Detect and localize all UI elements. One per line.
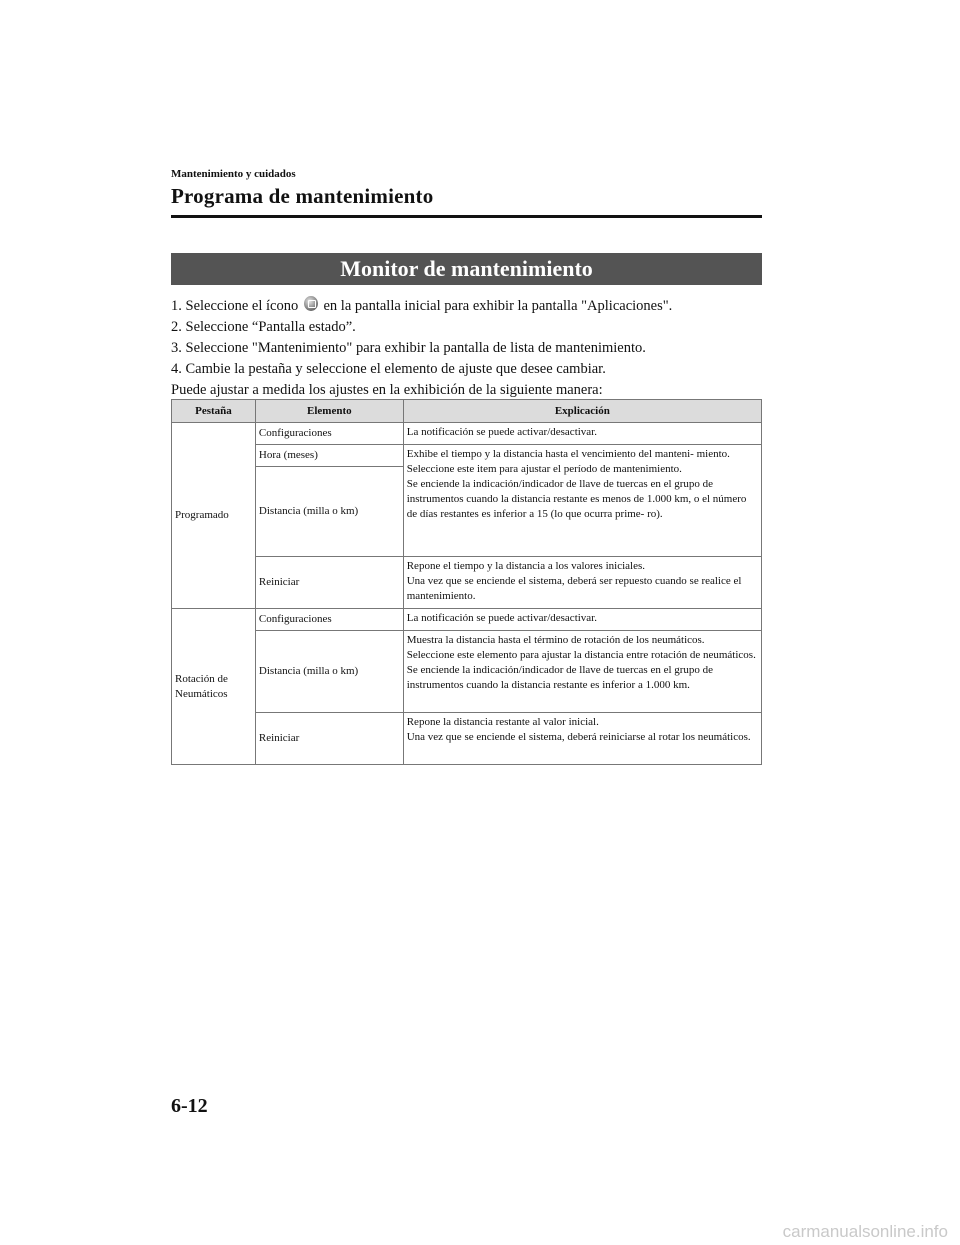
step-3: 3. Seleccione "Mantenimiento" para exhibir la pantalla de lista de mantenimiento. (171, 340, 646, 356)
item-cell: Reiniciar (255, 713, 403, 765)
explanation-cell: Repone la distancia restante al valor inicial. Una vez que se enciende el sistema, deberá reiniciarse al rotar los neumáticos. (403, 713, 761, 765)
header-tab: Pestaña (172, 400, 256, 423)
step-1-prefix: 1. Seleccione el ícono (171, 298, 302, 314)
header-item: Elemento (255, 400, 403, 423)
item-cell: Configuraciones (255, 609, 403, 631)
step-1 (171, 296, 771, 317)
item-cell: Distancia (milla o km) (255, 631, 403, 713)
item-cell: Configuraciones (255, 423, 403, 445)
tab-cell-programado: Programado (172, 423, 256, 609)
apps-icon (304, 296, 318, 311)
table-row (172, 713, 762, 765)
step-1-suffix: en la pantalla inicial para exhibir la pantalla "Aplicaciones". (319, 298, 673, 314)
title-rule (171, 215, 762, 218)
step-2: 2. Seleccione “Pantalla estado”. (171, 319, 356, 335)
section-banner: Monitor de mantenimiento (171, 253, 762, 285)
explanation-cell: Muestra la distancia hasta el término de rotación de los neumáticos. Seleccione este elemento para ajustar la distancia entre rotación de neumáticos. Se enciende la indicación/indicador de llave de tuercas en el grupo de instrumentos cuando la distancia restante es inferior a 1.000 km. (403, 631, 761, 713)
item-cell: Reiniciar (255, 557, 403, 609)
table-row (172, 557, 762, 609)
breadcrumb: Mantenimiento y cuidados (171, 168, 296, 180)
header-explanation: Explicación (403, 400, 761, 423)
table-header-row (172, 400, 762, 423)
note-text: Puede ajustar a medida los ajustes en la exhibición de la siguiente manera: (171, 382, 603, 398)
item-cell: Distancia (milla o km) (255, 467, 403, 557)
explanation-cell: Exhibe el tiempo y la distancia hasta el vencimiento del manteni- miento. Seleccione este item para ajustar el período de mantenimiento. Se enciende la indicación/indicador de llave de tuercas en el grupo de instrumentos cuando la distancia restante es menos de 1.000 km, o el número de días restantes es inferior a 15 (lo que ocurra prime- ro). (403, 445, 761, 557)
step-4: 4. Cambie la pestaña y seleccione el elemento de ajuste que desee cambiar. (171, 361, 606, 377)
page-title: Programa de mantenimiento (171, 184, 434, 208)
page-number: 6-12 (171, 1095, 208, 1117)
table-row (172, 631, 762, 713)
item-cell: Hora (meses) (255, 445, 403, 467)
table-row (172, 445, 762, 467)
watermark: carmanualsonline.info (782, 1222, 948, 1241)
table-row (172, 423, 762, 445)
explanation-cell: La notificación se puede activar/desactivar. (403, 423, 761, 445)
tab-cell-rotacion: Rotación de Neumáticos (172, 609, 256, 765)
settings-table (171, 399, 762, 765)
explanation-cell: Repone el tiempo y la distancia a los valores iniciales. Una vez que se enciende el sistema, deberá ser repuesto cuando se realice el mantenimiento. (403, 557, 761, 609)
table-row (172, 609, 762, 631)
steps-list (171, 296, 771, 401)
explanation-cell: La notificación se puede activar/desactivar. (403, 609, 761, 631)
